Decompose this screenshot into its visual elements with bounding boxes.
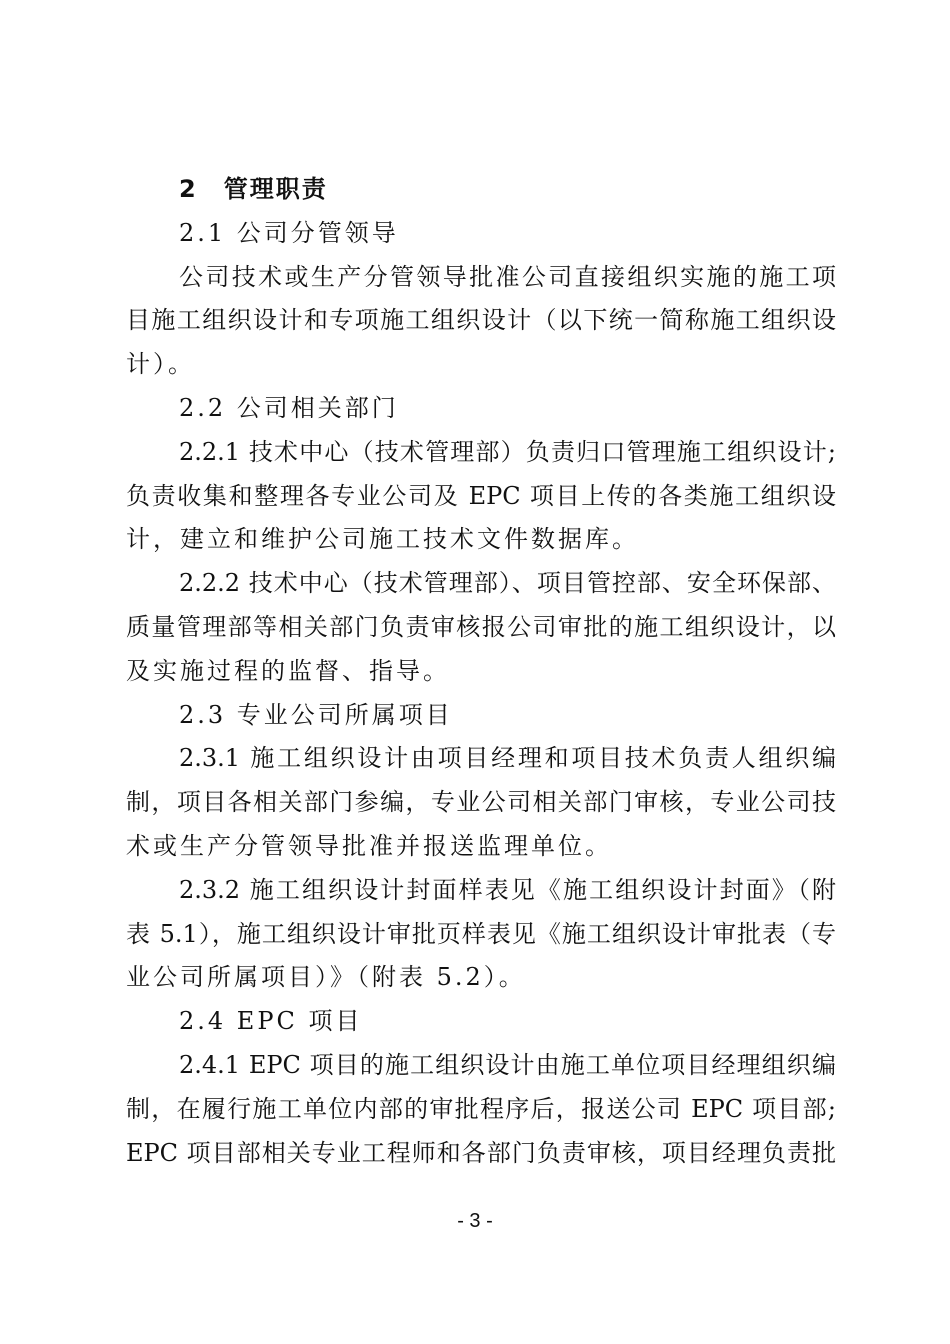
section-heading: 2 管理职责 bbox=[179, 175, 328, 203]
subsection-heading: 2.3 专业公司所属项目 bbox=[179, 700, 453, 729]
subsection-heading: 2.4 EPC 项目 bbox=[179, 1007, 363, 1036]
paragraph-line: 表 5.1），施工组织设计审批页样表见《施工组织设计审批表（专 bbox=[126, 919, 836, 948]
paragraph-line: 计，建立和维护公司施工技术文件数据库。 bbox=[126, 525, 639, 554]
paragraph-line: 2.3.2 施工组织设计封面样表见《施工组织设计封面》（附 bbox=[179, 875, 836, 904]
page-number: - 3 - bbox=[457, 1210, 493, 1232]
subsection-heading: 2.1 公司分管领导 bbox=[179, 218, 399, 247]
paragraph-line: 及实施过程的监督、指导。 bbox=[126, 656, 450, 685]
paragraph-line: 制，项目各相关部门参编，专业公司相关部门审核，专业公司技 bbox=[126, 788, 836, 817]
paragraph-line: 2.4.1 EPC 项目的施工组织设计由施工单位项目经理组织编 bbox=[179, 1050, 836, 1079]
paragraph-line: 负责收集和整理各专业公司及 EPC 项目上传的各类施工组织设 bbox=[126, 481, 836, 510]
paragraph-line: 业公司所属项目）》（附表 5.2）。 bbox=[126, 963, 526, 992]
paragraph-line: 2.2.1 技术中心（技术管理部）负责归口管理施工组织设计; bbox=[179, 437, 836, 466]
paragraph-line: 公司技术或生产分管领导批准公司直接组织实施的施工项 bbox=[179, 262, 836, 291]
paragraph-line: 质量管理部等相关部门负责审核报公司审批的施工组织设计，以 bbox=[126, 612, 836, 641]
subsection-heading: 2.2 公司相关部门 bbox=[179, 393, 399, 422]
paragraph-line: EPC 项目部相关专业工程师和各部门负责审核，项目经理负责批 bbox=[126, 1138, 836, 1167]
paragraph-line: 目施工组织设计和专项施工组织设计（以下统一简称施工组织设 bbox=[126, 306, 836, 335]
paragraph-line: 2.2.2 技术中心（技术管理部）、项目管控部、安全环保部、 bbox=[179, 569, 836, 598]
paragraph-line: 制，在履行施工单位内部的审批程序后，报送公司 EPC 项目部; bbox=[126, 1094, 836, 1123]
paragraph-line: 术或生产分管领导批准并报送监理单位。 bbox=[126, 831, 612, 860]
paragraph-line: 计）。 bbox=[126, 350, 195, 379]
paragraph-line: 2.3.1 施工组织设计由项目经理和项目技术负责人组织编 bbox=[179, 744, 836, 773]
document-body bbox=[126, 168, 836, 1175]
